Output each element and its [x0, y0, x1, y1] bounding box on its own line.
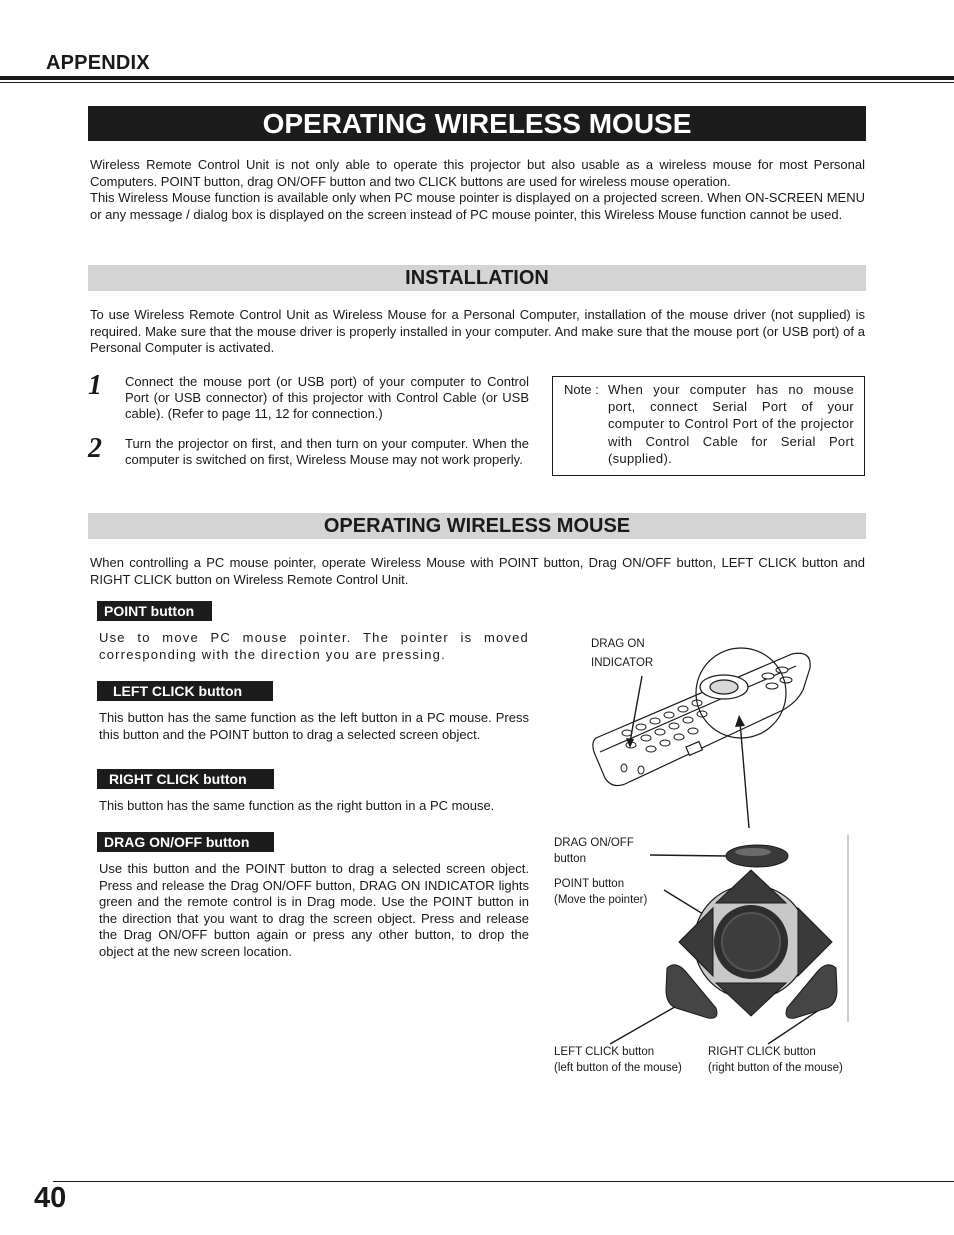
- step-text-1: Connect the mouse port (or USB port) of your computer to Control Port (or USB connector) of this projector with Control Cable (or USB cable). (Refer to page 11, 12 for connection.): [125, 374, 529, 421]
- installation-text: To use Wireless Remote Control Unit as Wireless Mouse for a Personal Computer, installation of the mouse driver (not supplied) is required. Make sure that the mouse driver is properly installed in your computer. And make sure that the mouse port (or USB port) of a Personal Computer is activated.: [90, 307, 865, 355]
- point-figure-label: POINT button (Move the pointer): [554, 878, 648, 906]
- left-click-desc: This button has the same function as the left button in a PC mouse. Press this button and the POINT button to drag a selected screen object.: [99, 710, 529, 742]
- note-text: When your computer has no mouse port, connect Serial Port of your computer to Control Port of the projector with Control Cable for Serial Port (supplied).: [608, 382, 854, 466]
- step-text-2: Turn the projector on first, and then turn on your computer. When the computer is switched on first, Wireless Mouse may not work properly.: [125, 436, 529, 467]
- intro-paragraph-1: Wireless Remote Control Unit is not only able to operate this projector but also usable as a wireless mouse for most Personal Computers. POINT button, drag ON/OFF button and two CLICK buttons are used for wireless mouse operation.: [90, 157, 865, 189]
- installation-heading: INSTALLATION: [88, 265, 866, 291]
- point-button-label: POINT button: [97, 601, 212, 621]
- note-label: Note :: [564, 382, 599, 397]
- right-click-figure-label: RIGHT CLICK button (right button of the mouse): [708, 1046, 843, 1074]
- drag-onoff-figure-label: DRAG ON/OFF button: [554, 837, 634, 865]
- step-number-1: 1: [88, 370, 102, 401]
- page-number: 40: [34, 1182, 67, 1214]
- mouse-pad-illustration: [666, 845, 837, 1018]
- section-label: APPENDIX: [46, 52, 150, 74]
- right-click-label: RIGHT CLICK button: [97, 769, 274, 789]
- left-click-figure-label: LEFT CLICK button (left button of the mouse): [554, 1046, 682, 1074]
- drag-button-label: DRAG ON/OFF button: [97, 832, 274, 852]
- operating-text: When controlling a PC mouse pointer, operate Wireless Mouse with POINT button, Drag ON/OFF button, LEFT CLICK button and RIGHT CLICK button on Wireless Remote Control Unit.: [90, 555, 865, 587]
- footer-rule: [53, 1181, 954, 1182]
- point-button-desc: Use to move PC mouse pointer. The pointer is moved corresponding with the direction you are pressing.: [99, 630, 529, 662]
- page-title: OPERATING WIRELESS MOUSE: [88, 106, 866, 141]
- operating-heading: OPERATING WIRELESS MOUSE: [88, 513, 866, 539]
- drag-indicator-label: DRAG ON INDICATOR: [591, 638, 654, 669]
- drag-button-desc: Use this button and the POINT button to drag a selected screen object. Press and release the Drag ON/OFF button, DRAG ON INDICATOR lights green and the remote control is in Drag mode. Use the POINT button in the direction that you want to drag the screen object. Press and release the Drag ON/OFF button again or press any other button, to drop the object at the new screen location.: [99, 861, 529, 959]
- left-click-label: LEFT CLICK button: [97, 681, 273, 701]
- right-click-desc: This button has the same function as the right button in a PC mouse.: [99, 798, 495, 813]
- step-number-2: 2: [88, 433, 102, 464]
- intro-paragraph-2: This Wireless Mouse function is available only when PC mouse pointer is displayed on a projected screen. When ON-SCREEN MENU or any message / dialog box is displayed on the screen instead of PC mouse pointer, this Wireless Mouse function cannot be used.: [90, 190, 865, 222]
